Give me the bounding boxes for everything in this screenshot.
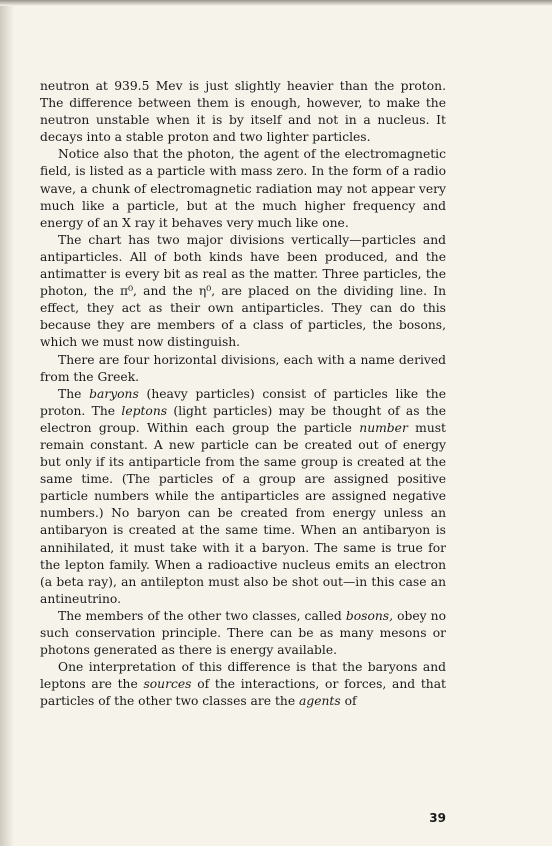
term-agents: agents — [299, 694, 341, 709]
text-run: The members of the other two classes, called — [58, 608, 346, 623]
term-bosons: bosons, — [345, 608, 394, 623]
paragraph-photon: Notice also that the photon, the agent of the electromagnetic field, is listed as a particle with mass zero. In the form of a radio wave, a chunk of electromagnetic radiation may not appear very much like a particle, but at the much higher frequency and energy of an X ray it behaves very much like one. — [40, 147, 446, 230]
term-number: number — [359, 420, 408, 435]
text-run: obey no such conservation principle. There can be as many mesons or photons generated as there is energy available. — [40, 608, 446, 658]
text-run: (heavy particles) consist of particles like the proton. The — [40, 386, 446, 418]
term-baryons: baryons — [89, 386, 139, 401]
paragraph-interpretation — [40, 659, 446, 710]
paragraph-chart-divisions: The chart has two major divisions vertically—particles and antiparticles. All of both kinds have been produced, and the antimatter is every bit as real as the matter. Three particles, the photon, the π⁰, and the η⁰, are placed on the dividing line. In effect, they act as their own antiparticles. They can do this because they are members of a class of particles, the bosons, which we must now distinguish. — [40, 232, 446, 350]
page-gutter-shadow — [0, 0, 14, 846]
text-run: of the interactions, or forces, and that particles of the other two classes are the — [40, 677, 446, 709]
term-sources: sources — [143, 677, 192, 692]
page-top-shadow — [0, 0, 552, 6]
page-number: 39 — [429, 811, 446, 825]
paragraph-neutron: neutron at 939.5 Mev is just slightly heavier than the proton. The difference between them is enough, however, to make the neutron unstable when it is by itself and not in a nucleus. It decays into a stable proton and two lighter particles. — [40, 79, 446, 145]
term-leptons: leptons — [121, 403, 168, 418]
paragraph-bosons — [40, 608, 446, 659]
book-page-body — [40, 78, 446, 710]
text-run: The — [58, 386, 90, 401]
text-run: of — [340, 694, 357, 709]
paragraph-horizontal-divisions: There are four horizontal divisions, each with a name derived from the Greek. — [40, 352, 446, 384]
text-run: (light particles) may be thought of as the electron group. Within each group the particle — [40, 403, 446, 435]
text-run: One interpretation of this difference is that the baryons and leptons are the — [40, 660, 446, 692]
text-run: must remain constant. A new particle can be created out of energy but only if its antiparticle from the same group is created at the same time. (The particles of a group are assigned positive particle numbers while the antiparticles are assigned negative numbers.) No baryon can be created from energy unless an antibaryon is created at the same time. When an antibaryon is annihilated, it must take with it a baryon. The same is true for the lepton family. When a radioactive nucleus emits an electron (a beta ray), an antilepton must also be shot out—in this case an antineutrino. — [40, 420, 446, 606]
paragraph-baryons-leptons — [40, 386, 446, 608]
